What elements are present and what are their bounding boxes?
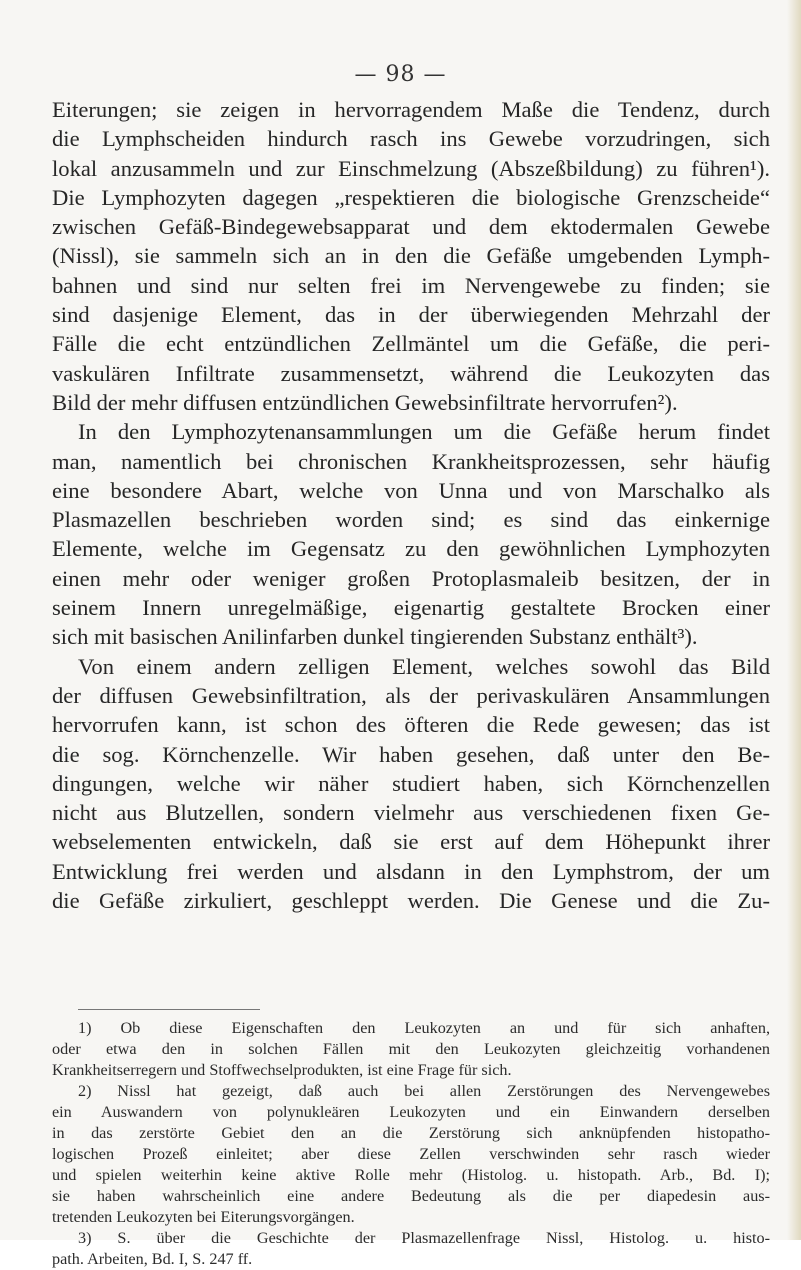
main-text — [52, 95, 770, 915]
text-line: sind dasjenige Element, das in der überwiegenden Mehrzahl der — [52, 302, 770, 328]
footnote-line: sie haben wahrscheinlich eine andere Bedeutung als die per diapedesin aus- — [52, 1187, 770, 1205]
footnote-line: und spielen weiterhin keine aktive Rolle mehr (Histolog. u. histopath. Arb., Bd. I); — [52, 1166, 770, 1184]
text-line: die Gefäße zirkuliert, geschleppt werden. Die Genese und die Zu- — [52, 888, 770, 914]
text-line: Elemente, welche im Gegensatz zu den gewöhnlichen Lymphozyten — [52, 536, 770, 562]
text-line: eine besondere Abart, welche von Unna und von Marschalko als — [52, 477, 770, 503]
footnotes — [52, 1018, 770, 1270]
text-line: einen mehr oder weniger großen Protoplasmaleib besitzen, der in — [52, 565, 770, 591]
text-line: man, namentlich bei chronischen Krankheitsprozessen, sehr häufig — [52, 448, 770, 474]
footnote-line: path. Arbeiten, Bd. I, S. 247 ff. — [52, 1250, 253, 1268]
page-number: — 98 — — [354, 62, 447, 87]
text-line: vaskulären Infiltrate zusammensetzt, während die Leukozyten das — [52, 360, 770, 386]
text-line: Entwicklung frei werden und alsdann in den Lymphstrom, der um — [52, 858, 770, 884]
text-line: lokal anzusammeln und zur Einschmelzung (Abszeßbildung) zu führen¹). — [52, 155, 770, 181]
text-line: zwischen Gefäß-Bindegewebsapparat und dem ektodermalen Gewebe — [52, 214, 770, 240]
text-line: nicht aus Blutzellen, sondern vielmehr aus verschiedenen fixen Ge- — [52, 800, 770, 826]
footnote-line: Krankheitserregern und Stoffwechselprodukten, ist eine Frage für sich. — [52, 1061, 512, 1079]
footnote-line: 1) Ob diese Eigenschaften den Leukozyten an und für sich anhaften, — [78, 1019, 770, 1037]
footnote-line: logischen Prozeß einleitet; aber diese Zellen verschwinden sehr rasch wieder — [52, 1145, 770, 1163]
footnote-line: oder etwa den in solchen Fällen mit den Leukozyten gleichzeitig vorhandenen — [52, 1040, 770, 1058]
text-line: Von einem andern zelligen Element, welches sowohl das Bild — [78, 653, 770, 679]
text-line: (Nissl), sie sammeln sich an in den die Gefäße umgebenden Lymph- — [52, 243, 770, 269]
footnote-line: 3) S. über die Geschichte der Plasmazellenfrage Nissl, Histolog. u. histo- — [78, 1229, 770, 1247]
text-line: Bild der mehr diffusen entzündlichen Gewebsinfiltrate hervorrufen²). — [52, 389, 678, 415]
footnote-line: 2) Nissl hat gezeigt, daß auch bei allen Zerstörungen des Nervengewebes — [78, 1082, 770, 1100]
text-line: Die Lymphozyten dagegen „respektieren die biologische Grenzscheide“ — [52, 184, 770, 210]
text-line: hervorrufen kann, ist schon des öfteren die Rede gewesen; das ist — [52, 712, 770, 738]
footnote-line: tretenden Leukozyten bei Eiterungsvorgängen. — [52, 1208, 355, 1226]
text-line: die sog. Körnchenzelle. Wir haben gesehen, daß unter den Be- — [52, 741, 770, 767]
page-edge-shadow — [787, 0, 801, 1240]
text-line: bahnen und sind nur selten frei im Nervengewebe zu finden; sie — [52, 272, 770, 298]
footnote-separator — [78, 1009, 260, 1010]
text-line: sich mit basischen Anilinfarben dunkel tingierenden Substanz enthält³). — [52, 624, 698, 650]
text-line: der diffusen Gewebsinfiltration, als der perivaskulären Ansammlungen — [52, 682, 770, 708]
text-line: webselementen entwickeln, daß sie erst auf dem Höhepunkt ihrer — [52, 829, 770, 855]
text-line: die Lymphscheiden hindurch rasch ins Gewebe vorzudringen, sich — [52, 126, 770, 152]
footnote-line: in das zerstörte Gebiet den an die Zerstörung sich anknüpfenden histopatho- — [52, 1124, 770, 1142]
text-line: seinem Innern unregelmäßige, eigenartig gestaltete Brocken einer — [52, 595, 770, 621]
text-line: Eiterungen; sie zeigen in hervorragendem Maße die Tendenz, durch — [52, 97, 770, 122]
text-line: Plasmazellen beschrieben worden sind; es sind das einkernige — [52, 507, 770, 533]
text-line: Fälle die echt entzündlichen Zellmäntel um die Gefäße, die peri- — [52, 331, 770, 357]
text-line: dingungen, welche wir näher studiert haben, sich Körnchenzellen — [52, 770, 770, 796]
footnote-line: ein Auswandern von polynukleären Leukozyten und ein Einwandern derselben — [52, 1103, 770, 1121]
text-line: In den Lymphozytenansammlungen um die Gefäße herum findet — [78, 419, 770, 445]
